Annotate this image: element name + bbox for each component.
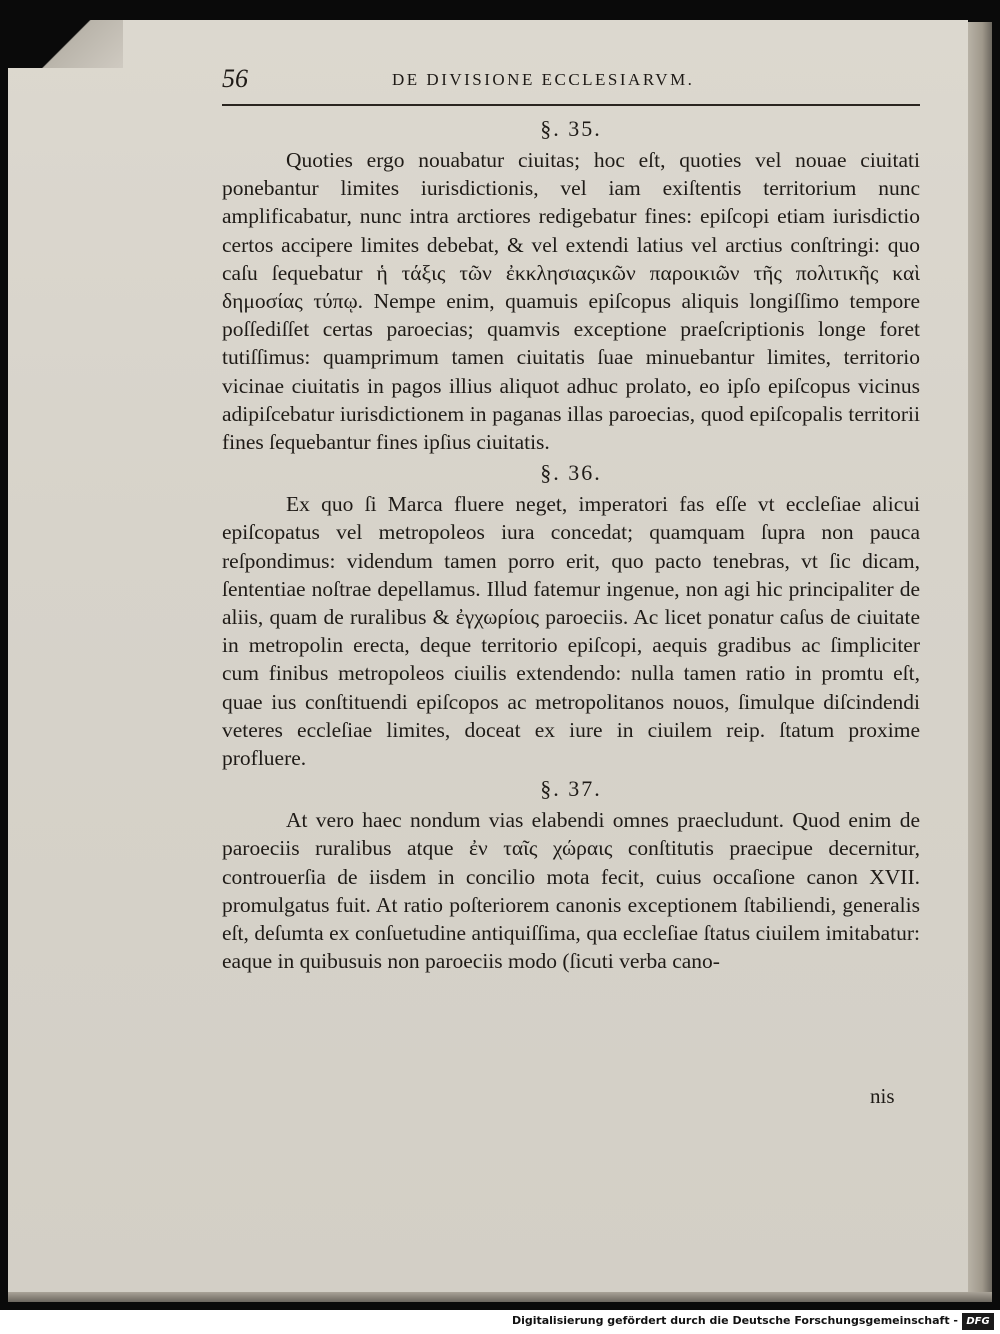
section-paragraph: Quoties ergo nouabatur ciuitas; hoc eſt, quoties vel nouae ciuitati ponebantur limites iurisdictionis, vel iam exiſtentis territorium nunc amplificabatur, nunc intra arctiores redigebatur fines: epiſcopi etiam iurisdictio certos accipere limites debebat, & vel extendi latius vel arctius conſtringi: quo caſu ſequebatur ἡ τάξις τῶν ἐκκλησιαςικῶν παροικιῶν τῆς πολιτικῆς καὶ δημοσίας τύπῳ. Nempe enim, quamuis epiſcopus aliquis longiſſimo tempore poſſediſſet certas paroecias; quamvis exceptione praeſcriptionis longe foret tutiſſimus: quamprimum tamen ciuitatis ſuae minuebantur limites, territorio vicinae ciuitatis in pagos illius aliquot adhuc prolato, eo ipſo epiſcopus vicinus adipiſcebatur iurisdictionem in paganas illas paroecias, quod epiſcopalis territorii fines ſequebantur fines ipſius ciuitatis. <box>222 148 920 455</box>
footer-credit[interactable]: Digitalisierung gefördert durch die Deutsche Forschungsgemeinschaft - <box>511 1314 958 1327</box>
folded-corner <box>8 20 123 68</box>
catchword: nis <box>870 1084 895 1108</box>
section-paragraph: Ex quo ſi Marca fluere neget, imperatori fas eſſe vt eccleſiae alicui epiſcopatus vel metropoleos iura concedat; quamquam ſupra non pauca reſpondimus: videndum tamen porro erit, quo pacto tenebras, vt ſic dicam, ſententiae noſtrae depellamus. Illud fatemur ingenue, non agi hic principaliter de aliis, quam de ruralibus & ἐγχωρίοις paroeciis. Ac licet ponatur caſus de ciuitate in metropolin erecta, deque territorio epiſcopi, aequis gradibus ac ſimpliciter cum finibus metropoleos ciuilis extendendo: nulla tamen ratio in promtu eſt, quae ius conſtituendi epiſcopos ac metropolitanos nouos, ſimulque diſcindendi veteres eccleſiae limites, doceat ex iure in ciuilem reip. ſtatum proxime profluere. <box>222 492 920 771</box>
page-edge-bottom <box>8 1292 992 1302</box>
section-paragraph: At vero haec nondum vias elabendi omnes praecludunt. Quod enim de paroeciis ruralibus atque ἐν ταῖς χώραις conſtitutis praecipue decernitur, controuerſia de iisdem in concilio mota fecit, cuius occaſione canon XVII. promulgatus fuit. At ratio poſteriorem canonis exceptionem ſtabiliendi, generalis eſt, deſumta ex conſuetudine antiquiſſima, qua eccleſiae ſtatus ciuilem imitabatur: eaque in quibusuis non paroeciis modo (ſicuti verba cano- <box>222 808 920 974</box>
page-edge-right <box>968 22 992 1294</box>
header-rule <box>222 104 920 106</box>
running-title: DE DIVISIONE ECCLESIARVM. <box>392 70 695 89</box>
page-number: 56 <box>222 64 248 93</box>
section-heading: §. 36. <box>540 460 602 486</box>
body-text <box>222 112 920 975</box>
digitization-footer <box>0 1310 1000 1334</box>
dfg-logo[interactable]: DFG <box>962 1313 994 1330</box>
section-heading: §. 35. <box>540 116 602 141</box>
page-header <box>222 64 922 98</box>
section-heading: §. 37. <box>540 776 602 802</box>
